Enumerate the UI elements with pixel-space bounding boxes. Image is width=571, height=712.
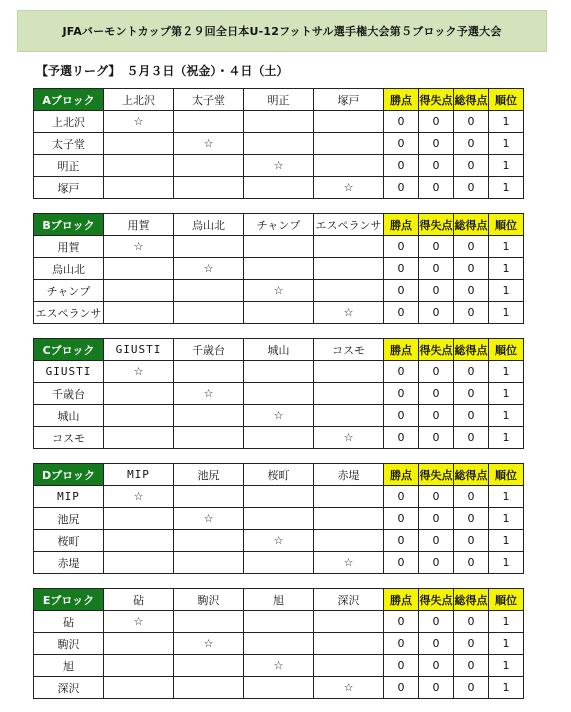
- table-row: [34, 508, 524, 530]
- stat-value: 0: [384, 677, 419, 699]
- team-column-header: 桜町: [244, 464, 314, 486]
- table-row: [34, 383, 524, 405]
- stat-value: 0: [384, 111, 419, 133]
- match-result-cell: [174, 552, 244, 574]
- stat-column-header: 得失点: [419, 214, 454, 236]
- match-result-cell: [174, 427, 244, 449]
- self-match-star: ☆: [314, 177, 384, 199]
- self-match-star: ☆: [104, 111, 174, 133]
- match-result-cell: [244, 677, 314, 699]
- team-column-header: 明正: [244, 89, 314, 111]
- team-column-header: 駒沢: [174, 589, 244, 611]
- team-column-header: 旭: [244, 589, 314, 611]
- table-row: [34, 677, 524, 699]
- match-result-cell: [174, 405, 244, 427]
- team-row-name: 砧: [34, 611, 104, 633]
- team-row-name: 赤堤: [34, 552, 104, 574]
- match-result-cell: [174, 177, 244, 199]
- stat-column-header: 得失点: [419, 464, 454, 486]
- team-row-name: 太子堂: [34, 133, 104, 155]
- team-row-name: チャンプ: [34, 280, 104, 302]
- match-result-cell: [244, 111, 314, 133]
- team-row-name: 旭: [34, 655, 104, 677]
- stat-column-header: 総得点: [454, 339, 489, 361]
- table-header-row: [34, 89, 524, 111]
- stat-value: 0: [454, 611, 489, 633]
- table-row: [34, 133, 524, 155]
- stat-value: 0: [454, 530, 489, 552]
- team-column-header: エスペランサ: [314, 214, 384, 236]
- stat-value: 0: [419, 405, 454, 427]
- match-result-cell: [244, 427, 314, 449]
- self-match-star: ☆: [104, 486, 174, 508]
- stat-column-header: 順位: [489, 589, 524, 611]
- match-result-cell: [244, 361, 314, 383]
- match-result-cell: [104, 677, 174, 699]
- self-match-star: ☆: [104, 236, 174, 258]
- stat-value: 0: [454, 655, 489, 677]
- team-column-header: 千歳台: [174, 339, 244, 361]
- match-result-cell: [104, 155, 174, 177]
- match-result-cell: [174, 361, 244, 383]
- stat-column-header: 総得点: [454, 589, 489, 611]
- match-result-cell: [244, 611, 314, 633]
- stat-column-header: 順位: [489, 214, 524, 236]
- stat-column-header: 勝点: [384, 464, 419, 486]
- match-result-cell: [104, 655, 174, 677]
- team-column-header: 塚戸: [314, 89, 384, 111]
- stat-value: 1: [489, 111, 524, 133]
- stat-column-header: 総得点: [454, 464, 489, 486]
- stat-value: 0: [419, 133, 454, 155]
- match-result-cell: [314, 111, 384, 133]
- stat-value: 0: [454, 552, 489, 574]
- self-match-star: ☆: [244, 155, 314, 177]
- stat-value: 0: [419, 633, 454, 655]
- table-row: [34, 280, 524, 302]
- match-result-cell: [174, 611, 244, 633]
- stat-value: 1: [489, 655, 524, 677]
- block-table-e: [33, 588, 524, 699]
- team-column-header: 深沢: [314, 589, 384, 611]
- stat-value: 0: [419, 258, 454, 280]
- table-row: [34, 486, 524, 508]
- match-result-cell: [244, 302, 314, 324]
- table-row: [34, 155, 524, 177]
- team-row-name: 上北沢: [34, 111, 104, 133]
- stat-value: 0: [419, 552, 454, 574]
- stat-value: 0: [454, 155, 489, 177]
- match-result-cell: [104, 302, 174, 324]
- stat-value: 1: [489, 258, 524, 280]
- stat-value: 0: [419, 508, 454, 530]
- team-column-header: 太子堂: [174, 89, 244, 111]
- self-match-star: ☆: [174, 258, 244, 280]
- block-label: Eブロック: [34, 589, 104, 611]
- stat-value: 0: [384, 236, 419, 258]
- stat-value: 0: [419, 280, 454, 302]
- team-row-name: 城山: [34, 405, 104, 427]
- match-result-cell: [104, 530, 174, 552]
- table-row: [34, 361, 524, 383]
- stat-value: 0: [384, 486, 419, 508]
- block-table-b: [33, 213, 524, 324]
- match-result-cell: [104, 280, 174, 302]
- match-result-cell: [314, 655, 384, 677]
- table-row: [34, 302, 524, 324]
- team-row-name: エスペランサ: [34, 302, 104, 324]
- team-column-header: 赤堤: [314, 464, 384, 486]
- stat-value: 0: [419, 655, 454, 677]
- table-row: [34, 655, 524, 677]
- stat-column-header: 得失点: [419, 89, 454, 111]
- stat-value: 0: [419, 111, 454, 133]
- table-row: [34, 611, 524, 633]
- stat-value: 0: [384, 383, 419, 405]
- self-match-star: ☆: [104, 361, 174, 383]
- match-result-cell: [244, 486, 314, 508]
- match-result-cell: [104, 405, 174, 427]
- stat-value: 1: [489, 611, 524, 633]
- stat-value: 0: [419, 236, 454, 258]
- team-row-name: MIP: [34, 486, 104, 508]
- stat-value: 1: [489, 677, 524, 699]
- match-result-cell: [314, 383, 384, 405]
- stat-value: 1: [489, 633, 524, 655]
- stat-value: 0: [384, 177, 419, 199]
- table-row: [34, 530, 524, 552]
- table-row: [34, 111, 524, 133]
- stat-value: 0: [454, 361, 489, 383]
- match-result-cell: [314, 611, 384, 633]
- table-header-row: [34, 589, 524, 611]
- team-row-name: 明正: [34, 155, 104, 177]
- stat-value: 1: [489, 155, 524, 177]
- match-result-cell: [174, 655, 244, 677]
- stat-value: 0: [419, 530, 454, 552]
- stat-column-header: 順位: [489, 339, 524, 361]
- match-result-cell: [244, 633, 314, 655]
- stat-value: 0: [419, 383, 454, 405]
- stat-value: 0: [419, 486, 454, 508]
- stat-value: 1: [489, 486, 524, 508]
- match-result-cell: [244, 236, 314, 258]
- team-column-header: 上北沢: [104, 89, 174, 111]
- table-header-row: [34, 339, 524, 361]
- match-result-cell: [244, 552, 314, 574]
- stat-value: 0: [454, 405, 489, 427]
- self-match-star: ☆: [174, 633, 244, 655]
- stat-value: 0: [454, 486, 489, 508]
- stat-value: 0: [384, 552, 419, 574]
- team-column-header: 池尻: [174, 464, 244, 486]
- self-match-star: ☆: [244, 530, 314, 552]
- self-match-star: ☆: [244, 280, 314, 302]
- stat-value: 0: [454, 508, 489, 530]
- stat-column-header: 勝点: [384, 589, 419, 611]
- self-match-star: ☆: [174, 383, 244, 405]
- match-result-cell: [174, 280, 244, 302]
- stat-value: 0: [454, 236, 489, 258]
- match-result-cell: [244, 177, 314, 199]
- self-match-star: ☆: [104, 611, 174, 633]
- table-row: [34, 236, 524, 258]
- stat-value: 0: [454, 633, 489, 655]
- stat-value: 0: [419, 677, 454, 699]
- self-match-star: ☆: [174, 133, 244, 155]
- self-match-star: ☆: [174, 508, 244, 530]
- match-result-cell: [314, 361, 384, 383]
- block-label: Cブロック: [34, 339, 104, 361]
- stat-value: 0: [419, 177, 454, 199]
- match-result-cell: [314, 405, 384, 427]
- stat-value: 1: [489, 302, 524, 324]
- stat-column-header: 順位: [489, 464, 524, 486]
- stat-column-header: 得失点: [419, 339, 454, 361]
- stat-value: 1: [489, 383, 524, 405]
- team-row-name: 千歳台: [34, 383, 104, 405]
- stat-value: 0: [419, 611, 454, 633]
- self-match-star: ☆: [314, 677, 384, 699]
- team-column-header: GIUSTI: [104, 339, 174, 361]
- stat-value: 0: [419, 155, 454, 177]
- team-row-name: 用賀: [34, 236, 104, 258]
- schedule-subtitle: 【予選リーグ】 ５月３日（祝金）・４日（土）: [36, 64, 289, 78]
- match-result-cell: [314, 633, 384, 655]
- stat-value: 0: [384, 611, 419, 633]
- stat-value: 1: [489, 552, 524, 574]
- match-result-cell: [314, 280, 384, 302]
- stat-value: 0: [454, 133, 489, 155]
- team-row-name: 塚戸: [34, 177, 104, 199]
- stat-value: 0: [454, 383, 489, 405]
- team-row-name: 駒沢: [34, 633, 104, 655]
- stat-value: 0: [384, 258, 419, 280]
- match-result-cell: [244, 258, 314, 280]
- stat-value: 1: [489, 236, 524, 258]
- team-column-header: 砧: [104, 589, 174, 611]
- match-result-cell: [104, 508, 174, 530]
- stat-value: 0: [454, 258, 489, 280]
- match-result-cell: [174, 530, 244, 552]
- team-column-header: コスモ: [314, 339, 384, 361]
- table-row: [34, 552, 524, 574]
- stat-value: 0: [384, 405, 419, 427]
- team-column-header: MIP: [104, 464, 174, 486]
- stat-value: 0: [384, 508, 419, 530]
- self-match-star: ☆: [314, 302, 384, 324]
- stat-value: 1: [489, 133, 524, 155]
- stat-column-header: 総得点: [454, 89, 489, 111]
- stat-value: 1: [489, 177, 524, 199]
- stat-column-header: 順位: [489, 89, 524, 111]
- match-result-cell: [244, 508, 314, 530]
- stat-value: 1: [489, 530, 524, 552]
- block-label: Bブロック: [34, 214, 104, 236]
- match-result-cell: [314, 133, 384, 155]
- match-result-cell: [174, 236, 244, 258]
- table-row: [34, 405, 524, 427]
- stat-value: 0: [454, 111, 489, 133]
- match-result-cell: [174, 677, 244, 699]
- match-result-cell: [314, 236, 384, 258]
- stat-column-header: 勝点: [384, 89, 419, 111]
- match-result-cell: [314, 530, 384, 552]
- match-result-cell: [104, 177, 174, 199]
- stat-column-header: 勝点: [384, 339, 419, 361]
- team-row-name: コスモ: [34, 427, 104, 449]
- team-row-name: GIUSTI: [34, 361, 104, 383]
- stat-value: 1: [489, 361, 524, 383]
- self-match-star: ☆: [244, 655, 314, 677]
- stat-value: 0: [454, 427, 489, 449]
- stat-value: 1: [489, 405, 524, 427]
- stat-value: 0: [419, 361, 454, 383]
- match-result-cell: [104, 133, 174, 155]
- table-header-row: [34, 214, 524, 236]
- table-row: [34, 177, 524, 199]
- block-label: Dブロック: [34, 464, 104, 486]
- table-row: [34, 633, 524, 655]
- match-result-cell: [104, 427, 174, 449]
- match-result-cell: [174, 486, 244, 508]
- stat-value: 0: [454, 302, 489, 324]
- stat-value: 1: [489, 280, 524, 302]
- stat-value: 0: [419, 427, 454, 449]
- match-result-cell: [104, 633, 174, 655]
- table-row: [34, 258, 524, 280]
- match-result-cell: [314, 508, 384, 530]
- match-result-cell: [104, 383, 174, 405]
- match-result-cell: [104, 552, 174, 574]
- stat-value: 0: [384, 530, 419, 552]
- stat-value: 0: [384, 133, 419, 155]
- team-row-name: 桜町: [34, 530, 104, 552]
- block-label: Aブロック: [34, 89, 104, 111]
- team-column-header: 用賀: [104, 214, 174, 236]
- match-result-cell: [314, 258, 384, 280]
- match-result-cell: [174, 111, 244, 133]
- stat-value: 0: [454, 280, 489, 302]
- stat-value: 0: [384, 302, 419, 324]
- stat-value: 0: [384, 280, 419, 302]
- stat-value: 1: [489, 427, 524, 449]
- match-result-cell: [174, 302, 244, 324]
- team-row-name: 烏山北: [34, 258, 104, 280]
- team-row-name: 深沢: [34, 677, 104, 699]
- self-match-star: ☆: [314, 552, 384, 574]
- block-table-d: [33, 463, 524, 574]
- stat-value: 0: [384, 655, 419, 677]
- match-result-cell: [244, 133, 314, 155]
- stat-column-header: 総得点: [454, 214, 489, 236]
- team-column-header: 城山: [244, 339, 314, 361]
- stat-value: 0: [384, 361, 419, 383]
- team-column-header: チャンプ: [244, 214, 314, 236]
- table-row: [34, 427, 524, 449]
- stat-value: 0: [419, 302, 454, 324]
- team-row-name: 池尻: [34, 508, 104, 530]
- team-column-header: 烏山北: [174, 214, 244, 236]
- self-match-star: ☆: [314, 427, 384, 449]
- self-match-star: ☆: [244, 405, 314, 427]
- match-result-cell: [244, 383, 314, 405]
- match-result-cell: [314, 486, 384, 508]
- stat-value: 0: [454, 677, 489, 699]
- block-table-a: [33, 88, 524, 199]
- stat-column-header: 勝点: [384, 214, 419, 236]
- table-header-row: [34, 464, 524, 486]
- stat-value: 1: [489, 508, 524, 530]
- match-result-cell: [104, 258, 174, 280]
- match-result-cell: [174, 155, 244, 177]
- stat-column-header: 得失点: [419, 589, 454, 611]
- stat-value: 0: [384, 427, 419, 449]
- block-table-c: [33, 338, 524, 449]
- stat-value: 0: [454, 177, 489, 199]
- stat-value: 0: [384, 633, 419, 655]
- tournament-title: JFAバーモントカップ第２９回全日本U-12フットサル選手権大会第５ブロック予選大会: [17, 10, 547, 52]
- match-result-cell: [314, 155, 384, 177]
- stat-value: 0: [384, 155, 419, 177]
